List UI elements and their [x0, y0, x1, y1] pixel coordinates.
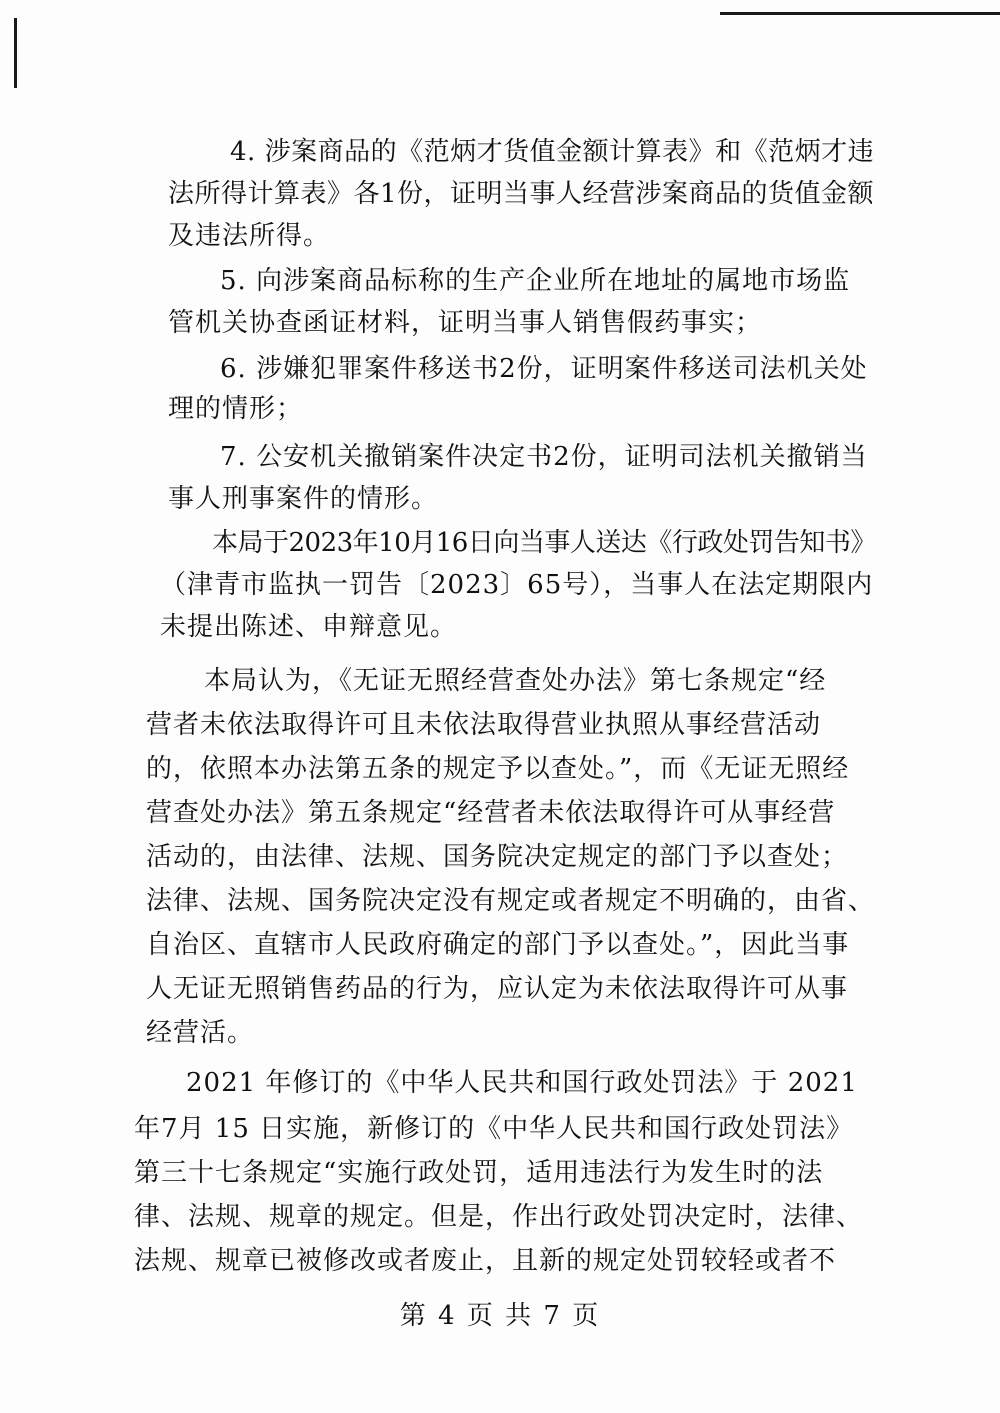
text-line: 的，依照本办法第五条的规定予以查处。”，而《无证无照经: [146, 754, 850, 784]
text-line: 经营活。: [146, 1018, 255, 1048]
text-line: 管机关协查函证材料，证明当事人销售假药事实；: [168, 308, 763, 338]
text-line: 5. 向涉案商品标称的生产企业所在地址的属地市场监: [220, 266, 851, 296]
text-line: 法规、规章已被修改或者废止，且新的规定处罚较轻或者不: [134, 1246, 837, 1276]
text-line: 6. 涉嫌犯罪案件移送书2份，证明案件移送司法机关处: [220, 354, 868, 384]
text-line: 活动的，由法律、法规、国务院决定规定的部门予以查处；: [146, 842, 849, 872]
text-line: 未提出陈述、申辩意见。: [160, 612, 458, 642]
text-line: 4. 涉案商品的《范炳才货值金额计算表》和《范炳才违: [230, 137, 875, 167]
text-line: 法律、法规、国务院决定没有规定或者规定不明确的，由省、: [146, 886, 876, 916]
text-line: 年7月 15 日实施，新修订的《中华人民共和国行政处罚法》: [134, 1114, 854, 1144]
text-line: 自治区、直辖市人民政府确定的部门予以查处。”，因此当事: [146, 930, 850, 960]
scan-edge-left: [14, 18, 17, 88]
scan-edge-top: [720, 12, 1000, 15]
text-line: 2021 年修订的《中华人民共和国行政处罚法》于 2021: [186, 1068, 858, 1098]
text-line: （津青市监执一罚告〔2023〕65号），当事人在法定期限内: [160, 570, 874, 600]
text-line: 营查处办法》第五条规定“经营者未依法取得许可从事经营: [146, 798, 836, 828]
text-line: 7. 公安机关撤销案件决定书2份，证明司法机关撤销当: [220, 442, 868, 472]
text-line: 营者未依法取得许可且未依法取得营业执照从事经营活动: [146, 710, 822, 740]
page-number: 第 4 页 共 7 页: [399, 1301, 601, 1331]
text-line: 第三十七条规定“实施行政处罚，适用违法行为发生时的法: [134, 1158, 824, 1188]
text-line: 理的情形；: [168, 394, 304, 424]
text-line: 本局认为，《无证无照经营查处办法》第七条规定“经: [204, 666, 827, 696]
text-line: 律、法规、规章的规定。但是，作出行政处罚决定时，法律、: [134, 1202, 864, 1232]
text-line: 本局于2023年10月16日向当事人送达《行政处罚告知书》: [212, 528, 876, 558]
text-line: 及违法所得。: [168, 221, 331, 251]
text-line: 事人刑事案件的情形。: [168, 484, 439, 514]
text-line: 人无证无照销售药品的行为，应认定为未依法取得许可从事: [146, 974, 849, 1004]
text-line: 法所得计算表》各1份，证明当事人经营涉案商品的货值金额: [168, 179, 875, 209]
